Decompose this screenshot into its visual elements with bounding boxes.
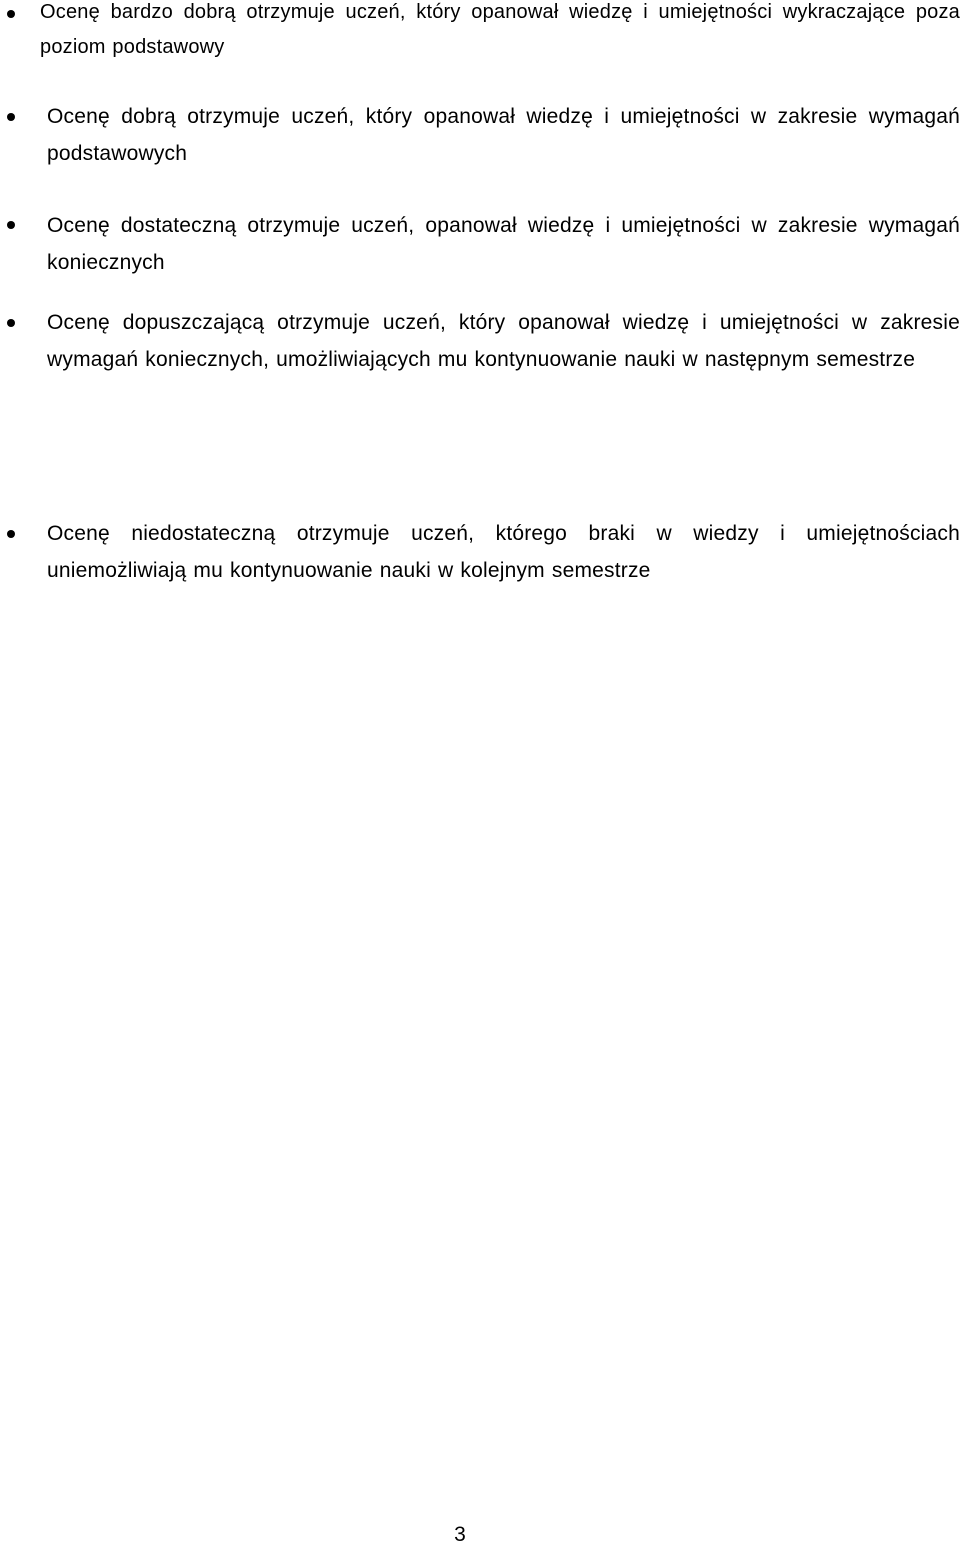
bullet-icon — [7, 10, 15, 18]
page-number: 3 — [454, 1523, 466, 1546]
list-item-text: Ocenę dobrą otrzymuje uczeń, który opanował wiedzę i umiejętności w zakresie wymagań podstawowych — [47, 105, 960, 165]
bullet-icon — [7, 221, 15, 229]
list-item-text: Ocenę dostateczną otrzymuje uczeń, opanował wiedzę i umiejętności w zakresie wymagań koniecznych — [47, 214, 960, 274]
list-item-text: Ocenę dopuszczającą otrzymuje uczeń, który opanował wiedzę i umiejętności w zakresie wymagań koniecznych, umożliwiających mu kontynuowanie nauki w następnym semestrze — [47, 311, 960, 371]
bullet-icon — [7, 319, 15, 327]
bullet-icon — [7, 530, 15, 538]
list-item-text: Ocenę niedostateczną otrzymuje uczeń, którego braki w wiedzy i umiejętnościach uniemożliwiają mu kontynuowanie nauki w kolejnym semestrze — [47, 522, 960, 582]
bullet-icon — [7, 113, 15, 121]
list-item-text: Ocenę bardzo dobrą otrzymuje uczeń, który opanował wiedzę i umiejętności wykraczające poza poziom podstawowy — [40, 1, 960, 58]
